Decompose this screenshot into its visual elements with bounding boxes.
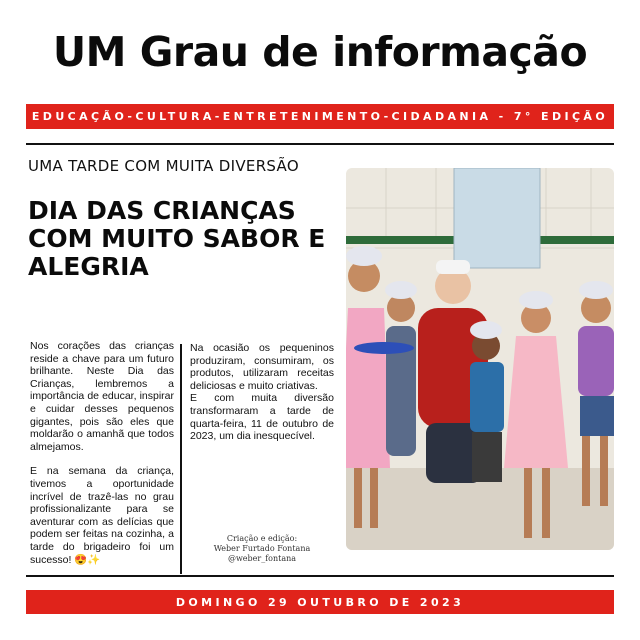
divider-bottom xyxy=(26,575,614,577)
article-headline: DIA DAS CRIANÇAS COM MUITO SABOR E ALEGRIA xyxy=(28,196,326,281)
paragraph: E com muita diversão transformaram a tarde de quarta-feira, 11 de outubro de 2023, um dia inesquecível. xyxy=(190,392,334,443)
article-column-left xyxy=(30,340,174,566)
article-kicker: UMA TARDE COM MUITA DIVERSÃO xyxy=(28,157,299,175)
paragraph-text: E na semana da criança, tivemos a oportunidade incrível de trazê-las no grau profissionalizante para se aventurar com as delícias que podem ser feitas na cozinha, a tarde do brigadeiro foi um sucesso! xyxy=(30,465,174,566)
article-photo xyxy=(346,168,614,550)
credit-block xyxy=(190,534,334,564)
paragraph: Na ocasião os pequeninos produziram, consumiram, os produtos, utilizaram receitas deliciosas e muito criativas. xyxy=(190,342,334,392)
masthead-title: UM Grau de informação xyxy=(52,28,588,76)
section-banner xyxy=(26,104,614,129)
children-cooking-photo xyxy=(346,168,614,550)
credit-author: Weber Furtado Fontana xyxy=(213,544,311,553)
column-divider xyxy=(180,344,182,574)
section-banner-text: EDUCAÇÃO-CULTURA-ENTRETENIMENTO-CIDADANIA - 7° EDIÇÃO xyxy=(31,110,609,123)
paragraph: Nos corações das crianças reside a chave para um futuro brilhante. Neste Dia das Crianças, lembremos a importância de educar, inspirar e cuidar desses pequenos gigantes, pois são eles que moldarão o amanhã que todos almejamos. xyxy=(30,340,174,453)
credit-handle: @weber_fontana xyxy=(227,554,297,563)
divider-top xyxy=(26,143,614,145)
article-column-right xyxy=(190,342,334,455)
date-banner xyxy=(26,590,614,614)
emoji-icon: 😍✨ xyxy=(74,553,101,566)
paragraph xyxy=(30,465,174,566)
date-banner-text: DOMINGO 29 OUTUBRO DE 2023 xyxy=(175,595,465,609)
credit-label: Criação e edição: xyxy=(226,534,298,543)
